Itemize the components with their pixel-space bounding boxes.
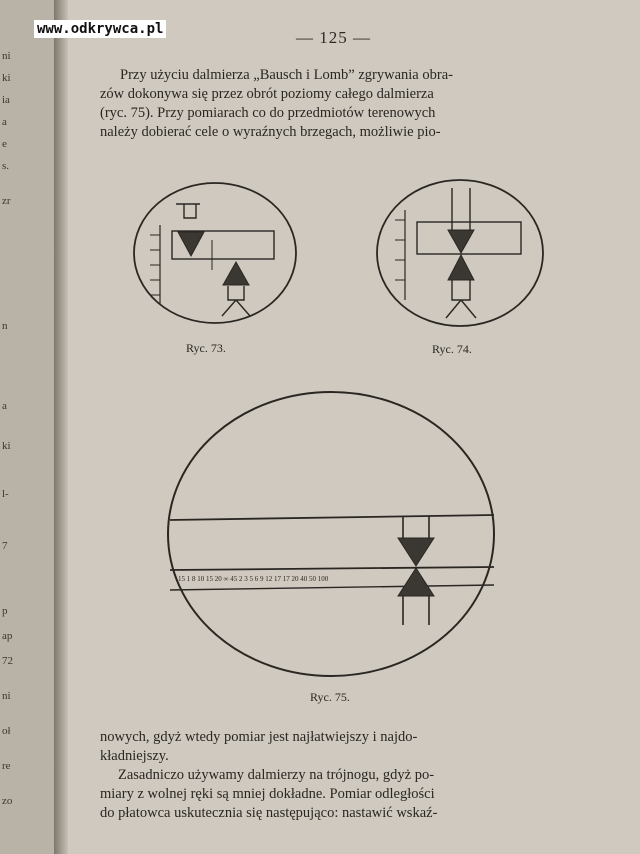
- left-fragment: a: [2, 116, 7, 128]
- text-line: Przy użyciu dalmierza „Bausch i Lomb” zgrywania obra-: [120, 67, 453, 83]
- fig75-band-top: [170, 515, 494, 520]
- fig75-caption: Ryc. 75.: [310, 690, 350, 704]
- watermark: www.odkrywca.pl: [34, 20, 166, 38]
- figure-75: [168, 392, 494, 676]
- left-fragment: p: [2, 605, 8, 617]
- fig74-lower-post: [446, 280, 476, 318]
- left-fragment: ni: [2, 690, 11, 702]
- fig75-band-bottom: [170, 567, 494, 570]
- left-fragment: ki: [2, 440, 11, 452]
- left-fragment: 72: [2, 655, 13, 667]
- left-fragment: n: [2, 320, 8, 332]
- fig75-lower-triangle: [398, 568, 434, 596]
- left-fragment: ni: [2, 50, 11, 62]
- left-fragment: s.: [2, 160, 10, 172]
- left-fragment: oł: [2, 725, 11, 737]
- paragraph-bottom: [100, 728, 600, 823]
- left-fragment: e: [2, 138, 7, 150]
- fig73-upper-triangle: [178, 232, 204, 256]
- figure-73: [134, 183, 296, 323]
- text-line: nowych, gdyż wtedy pomiar jest najłatwiejszy i najdo-: [100, 729, 418, 745]
- text-line: do płatowca uskutecznia się następująco: nastawić wskaź-: [100, 805, 438, 821]
- fig73-lower-post: [222, 286, 250, 316]
- left-fragment: 7: [2, 540, 8, 552]
- fig75-upper-post: [403, 516, 429, 538]
- left-fragment: ia: [2, 94, 10, 106]
- left-fragment: ap: [2, 630, 13, 642]
- text-line: kładniejszy.: [100, 748, 169, 764]
- fig75-lower-post: [403, 596, 429, 625]
- left-fragment: a: [2, 400, 7, 412]
- text-line: miary z wolnej ręki są mniej dokładne. Pomiar odległości: [100, 786, 435, 802]
- fig73-lower-triangle: [223, 262, 249, 285]
- left-fragment: ki: [2, 72, 11, 84]
- fig75-ellipse: [168, 392, 494, 676]
- fig73-upper-post: [176, 204, 200, 218]
- figure-74: [377, 180, 543, 326]
- fig74-ellipse: [377, 180, 543, 326]
- text-line: zów dokonywa się przez obrót poziomy całego dalmierza: [100, 86, 434, 102]
- fig75-upper-triangle: [398, 538, 434, 566]
- text-line: Zasadniczo używamy dalmierzy na trójnogu, gdyż po-: [118, 767, 435, 783]
- text-line: należy dobierać cele o wyraźnych brzegach, możliwie pio-: [100, 124, 441, 140]
- left-fragment: zo: [2, 795, 13, 807]
- fig73-ellipse: [134, 183, 296, 323]
- left-fragment: re: [2, 760, 11, 772]
- fig74-upper-triangle: [448, 230, 474, 253]
- fig74-caption: Ryc. 74.: [432, 342, 472, 356]
- fig75-scale-labels: 15 1 8 10 15 20 ∞ 45 2 3 5 6 9 12 17 17 20 40 50 100: [178, 575, 329, 583]
- fig75-scale-line: [170, 585, 494, 590]
- fig73-caption: Ryc. 73.: [186, 341, 226, 355]
- left-fragment: zr: [2, 195, 11, 207]
- fig74-upper-post: [452, 188, 470, 230]
- fig74-lower-triangle: [448, 255, 474, 280]
- text-line: (ryc. 75). Przy pomiarach co do przedmiotów terenowych: [100, 105, 436, 121]
- page-number: — 125 —: [296, 28, 371, 47]
- left-fragment: l-: [2, 488, 9, 500]
